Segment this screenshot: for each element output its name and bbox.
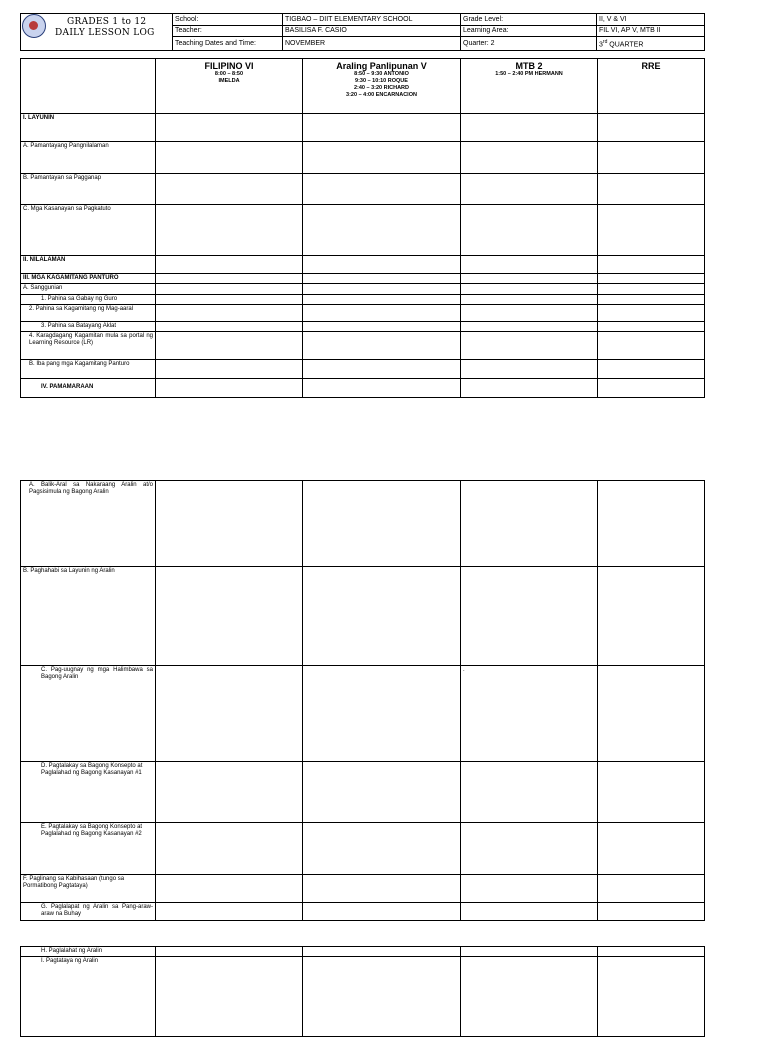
learning-area-value: FIL VI, AP V, MTB II: [597, 26, 705, 37]
row-paglalapat: G. Paglalapat ng Aralin sa Pang-araw-araw na Buhay: [21, 903, 156, 921]
grade-level-label: Grade Level:: [461, 14, 597, 26]
school-label: School:: [173, 14, 283, 26]
row-pagtataya: I. Pagtataya ng Aralin: [21, 957, 156, 1037]
filipino-section: IMELDA: [218, 78, 240, 84]
school-value: TIGBAO – DIIT ELEMENTARY SCHOOL: [283, 14, 461, 26]
row-kasanayan-pagkatuto: C. Mga Kasanayan sa Pagkatuto: [21, 205, 156, 256]
row-iba-pang-kagamitan: B. Iba pang mga Kagamitang Panturo: [21, 360, 156, 379]
column-mtb: [461, 59, 598, 114]
row-layunin: I. LAYUNIN: [21, 114, 156, 142]
row-pag-uugnay: C. Pag-uugnay ng mga Halimbawa sa Bagong Aralin: [21, 666, 156, 762]
row-batayang-aklat: 3. Pahina sa Batayang Aklat: [21, 322, 156, 332]
row-karagdagang-kagamitan: 4. Karagdagang Kagamitan mula sa portal ng Learning Resource (LR): [21, 332, 156, 360]
row-paghahabi-layunin: B. Paghahabi sa Layunin ng Aralin: [21, 567, 156, 666]
column-araling-panlipunan: [303, 59, 461, 114]
araling-title: Araling Panlipunan V: [336, 61, 427, 71]
row-pamantayang-pangnilalaman: A. Pamantayang Pangnilalaman: [21, 142, 156, 174]
row-kagamitang-panturo: III. MGA KAGAMITANG PANTURO: [21, 274, 156, 284]
araling-sched-3: 2:40 – 3:20 RICHARD: [353, 85, 410, 91]
lesson-grid-part3: [20, 946, 705, 1037]
quarter-label: Quarter: 2: [461, 37, 597, 51]
row-paglalahat: H. Paglalahat ng Aralin: [21, 947, 156, 957]
grade-level-value: II, V & VI: [597, 14, 705, 26]
mtb-period-mark: .: [461, 666, 598, 762]
filipino-title: FILIPINO VI: [204, 61, 254, 71]
mtb-title: MTB 2: [515, 61, 543, 71]
column-filipino: [156, 59, 303, 114]
row-gabay-guro: 1. Pahina sa Gabay ng Guro: [21, 295, 156, 305]
row-pamantayan-pagganap: B. Pamantayan sa Pagganap: [21, 174, 156, 205]
row-nilalaman: II. NILALAMAN: [21, 256, 156, 274]
row-kagamitang-mag-aaral: 2. Pahina sa Kagamitang ng Mag-aaral: [21, 305, 156, 322]
row-sanggunian: A. Sanggunian: [21, 284, 156, 295]
quarter-value: 3rd QUARTER: [597, 37, 705, 51]
row-paglinang-kabihasaan: F. Paglinang sa Kabihasaan (tungo sa Pormatibong Pagtataya): [21, 875, 156, 903]
form-title-line1: GRADES 1 to 12: [67, 17, 147, 27]
row-balik-aral: A. Balik-Aral sa Nakaraang Aralin at/o Pagsisimula ng Bagong Aralin: [21, 481, 156, 567]
teacher-label: Teacher:: [173, 26, 283, 37]
rre-title: RRE: [641, 61, 661, 71]
row-pamamaraan: IV. PAMAMARAAN: [21, 379, 156, 398]
araling-sched-2: 9:30 – 10:10 ROQUE: [355, 78, 408, 84]
teaching-dates-value: NOVEMBER: [283, 37, 461, 51]
teacher-value: BASILISA F. CASIO: [283, 26, 461, 37]
filipino-time: 8:00 – 8:50: [214, 71, 244, 77]
row-pagtalakay-2: E. Pagtalakay sa Bagong Konsepto at Paglalahad ng Bagong Kasanayan #2: [21, 823, 156, 875]
araling-sched-1: 8:50 – 9:30 ANTONIO: [354, 71, 409, 77]
form-title-line2: DAILY LESSON LOG: [55, 28, 155, 38]
mtb-sched: 1:50 – 2:40 PM HERMANN: [495, 71, 563, 77]
learning-area-label: Learning Area:: [461, 26, 597, 37]
araling-sched-4: 3:20 – 4:00 ENCARNACION: [346, 92, 417, 98]
column-rre: [598, 59, 705, 114]
lesson-grid-part1: [20, 58, 705, 398]
lesson-grid-part2: [20, 480, 705, 921]
header-info-table: [20, 13, 705, 51]
row-pagtalakay-1: D. Pagtalakay sa Bagong Konsepto at Paglalahad ng Bagong Kasanayan #1: [21, 762, 156, 823]
teaching-dates-label: Teaching Dates and Time:: [173, 37, 283, 51]
